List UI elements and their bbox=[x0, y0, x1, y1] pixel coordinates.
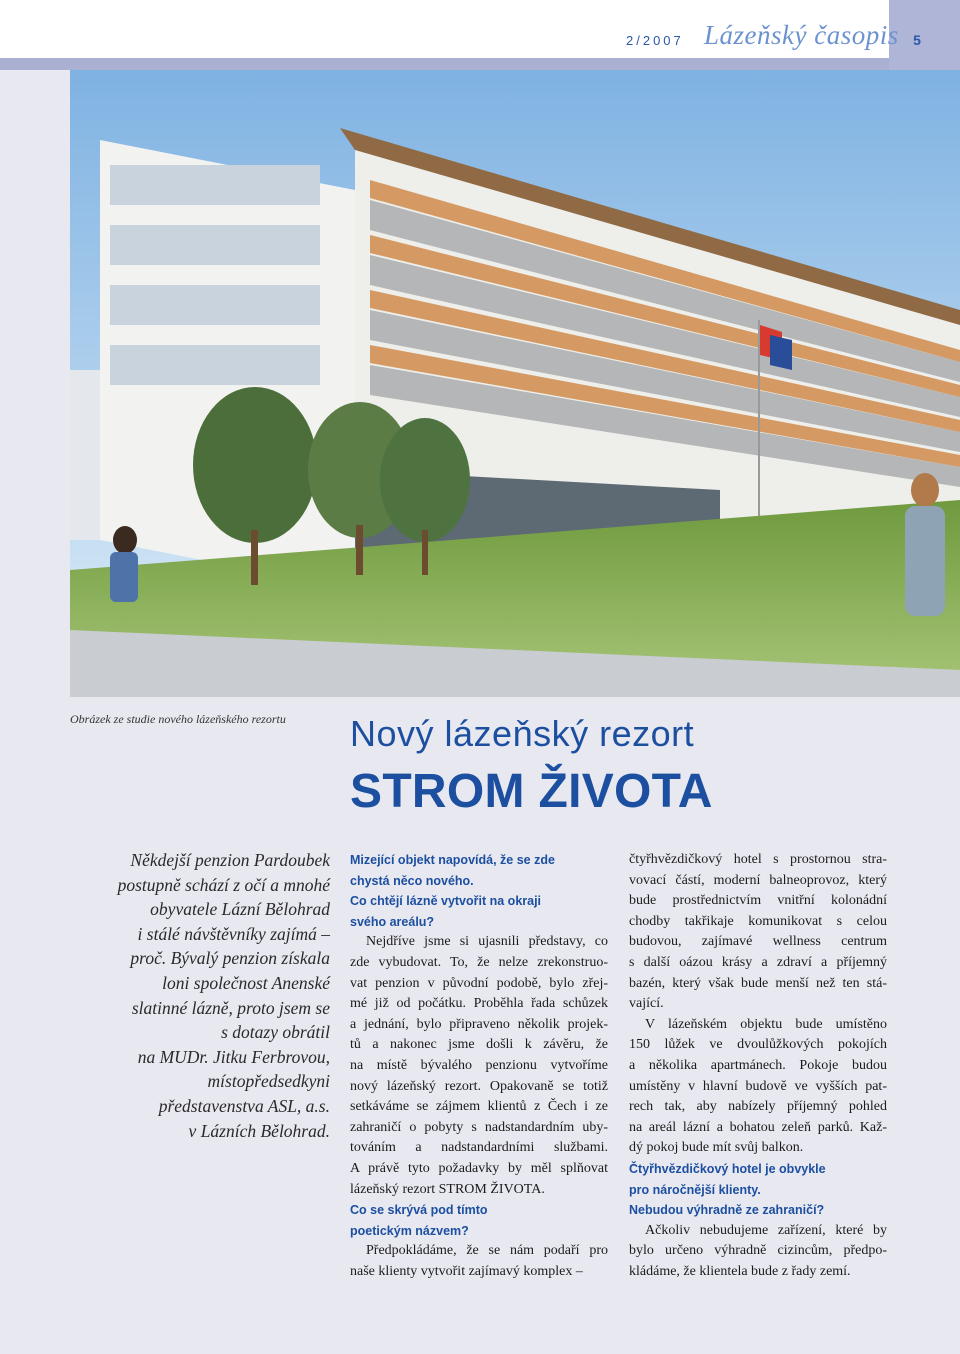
lead-paragraph bbox=[68, 848, 330, 1143]
question-line: Čtyřhvězdičkový hotel je obvykle bbox=[629, 1161, 826, 1176]
magazine-title: Lázeňský časopis bbox=[704, 20, 899, 50]
body-line: Ačkoliv nebudujeme zařízení, které by bbox=[645, 1222, 887, 1238]
question-line: chystá něco nového. bbox=[350, 873, 474, 888]
body-line: umístěny v hlavní budově ve vyšších pat- bbox=[629, 1078, 887, 1094]
lead-line: i stálé návštěvníky zajímá – bbox=[137, 923, 330, 944]
body-line: a jednání, bylo připraveno několik projek- bbox=[350, 1016, 608, 1032]
image-caption: Obrázek ze studie nového lázeňského rezortu bbox=[70, 712, 286, 726]
page-number: 5 bbox=[913, 32, 921, 48]
body-line: Předpokládáme, že se nám podaří pro bbox=[366, 1243, 608, 1259]
body-line: s další oázou krásy a zdraví a příjemný bbox=[629, 954, 887, 970]
body-line: naše klienty vytvořit zajímavý komplex – bbox=[350, 1263, 583, 1279]
body-line: na místě bývalého penzionu vytvoříme bbox=[350, 1057, 608, 1073]
body-line: tů a nakonec jsme došli k závěru, že bbox=[350, 1037, 608, 1053]
question-line: Mizející objekt napovídá, že se zde bbox=[350, 853, 555, 867]
question-line: Co chtějí lázně vytvořit na okraji bbox=[350, 894, 542, 909]
lead-line: proč. Bývalý penzion získala bbox=[130, 948, 330, 969]
body-line: mé již od počátku. Proběhla řada schůzek bbox=[350, 996, 608, 1012]
body-line: a několika apartmánech. Pokoje budou bbox=[629, 1057, 887, 1073]
body-line: dý pokoj bude mít svůj balkon. bbox=[629, 1140, 804, 1156]
lead-line: s dotazy obrátil bbox=[221, 1022, 330, 1043]
question-line: svého areálu? bbox=[350, 914, 435, 929]
question-line: poetickým názvem? bbox=[350, 1223, 469, 1238]
question-line: pro náročnější klienty. bbox=[629, 1182, 761, 1197]
issue-label: 2/2007 bbox=[626, 33, 684, 48]
body-line: kládáme, že klientela bude z řady zemí. bbox=[629, 1263, 851, 1279]
body-line: bude prostřednictvím vnitřní kolonádní bbox=[629, 893, 887, 909]
headline-line1: Nový lázeňský rezort bbox=[350, 713, 695, 754]
body-line: zde vybudovat. To, že nelze zrekonstruo- bbox=[350, 954, 608, 970]
lead-line: místopředsedkyni bbox=[207, 1071, 330, 1092]
body-line: nový lázeňský rezort. Opakovaně se totiž bbox=[350, 1078, 608, 1094]
lead-line: na MUDr. Jitku Ferbrovou, bbox=[137, 1046, 330, 1067]
lead-line: postupně schází z očí a mnohé bbox=[117, 874, 330, 895]
body-line: zahraničí o pobyty s nadstandardním uby- bbox=[350, 1119, 608, 1135]
page-header bbox=[0, 0, 960, 70]
body-line: A právě tyto požadavky by měl splňovat bbox=[350, 1160, 608, 1176]
body-line: bazén, který však bude menší než ten stá- bbox=[629, 975, 887, 991]
article-column-right bbox=[629, 850, 887, 1282]
body-line: bylo určeno výhradně cizincům, předpo- bbox=[629, 1243, 887, 1259]
lead-line: představenstva ASL, a.s. bbox=[158, 1095, 330, 1116]
headline-line2: STROM ŽIVOTA bbox=[350, 765, 713, 818]
lead-line: v Lázních Bělohrad. bbox=[188, 1120, 330, 1141]
lead-line: Někdejší penzion Pardoubek bbox=[130, 850, 330, 870]
lead-line: loni společnost Anenské bbox=[162, 972, 330, 993]
body-line: setkáváme se zájmem klientů z Čech i ze bbox=[350, 1099, 608, 1115]
body-line: chodby takřikaje komunikovat s celou bbox=[629, 913, 887, 929]
body-line: vat penzion v původní podobě, bylo zřej- bbox=[350, 975, 608, 991]
body-line: lázeňský rezort STROM ŽIVOTA. bbox=[350, 1181, 545, 1197]
question-line: Co se skrývá pod tímto bbox=[350, 1203, 488, 1218]
body-line: na areál lázní a bohatou zeleň parků. Kaž- bbox=[629, 1119, 887, 1135]
resort-rendering-image bbox=[70, 70, 960, 697]
body-line: V lázeňském objektu bude umístěno bbox=[645, 1016, 887, 1032]
body-line: 150 lůžek ve dvoulůžkových pokojích bbox=[629, 1037, 887, 1053]
body-line: budovou, zajímavé wellness centrum bbox=[629, 934, 887, 950]
question-line: Nebudou výhradně ze zahraničí? bbox=[629, 1203, 825, 1218]
body-line: čtyřhvězdičkový hotel s prostornou stra- bbox=[629, 852, 887, 867]
body-line: továním a nadstandardními službami. bbox=[350, 1140, 608, 1156]
body-line: vající. bbox=[629, 996, 664, 1012]
lead-line: obyvatele Lázní Bělohrad bbox=[150, 899, 330, 920]
article-column-middle bbox=[350, 850, 608, 1282]
body-line: rech tak, aby nabízely příjemný pohled bbox=[629, 1099, 887, 1115]
body-line: Nejdříve jsme si ujasnili představy, co bbox=[366, 934, 608, 950]
body-line: vovací částí, moderní balneoprovoz, který bbox=[629, 872, 887, 888]
lead-line: slatinné lázně, proto jsem se bbox=[131, 997, 330, 1018]
